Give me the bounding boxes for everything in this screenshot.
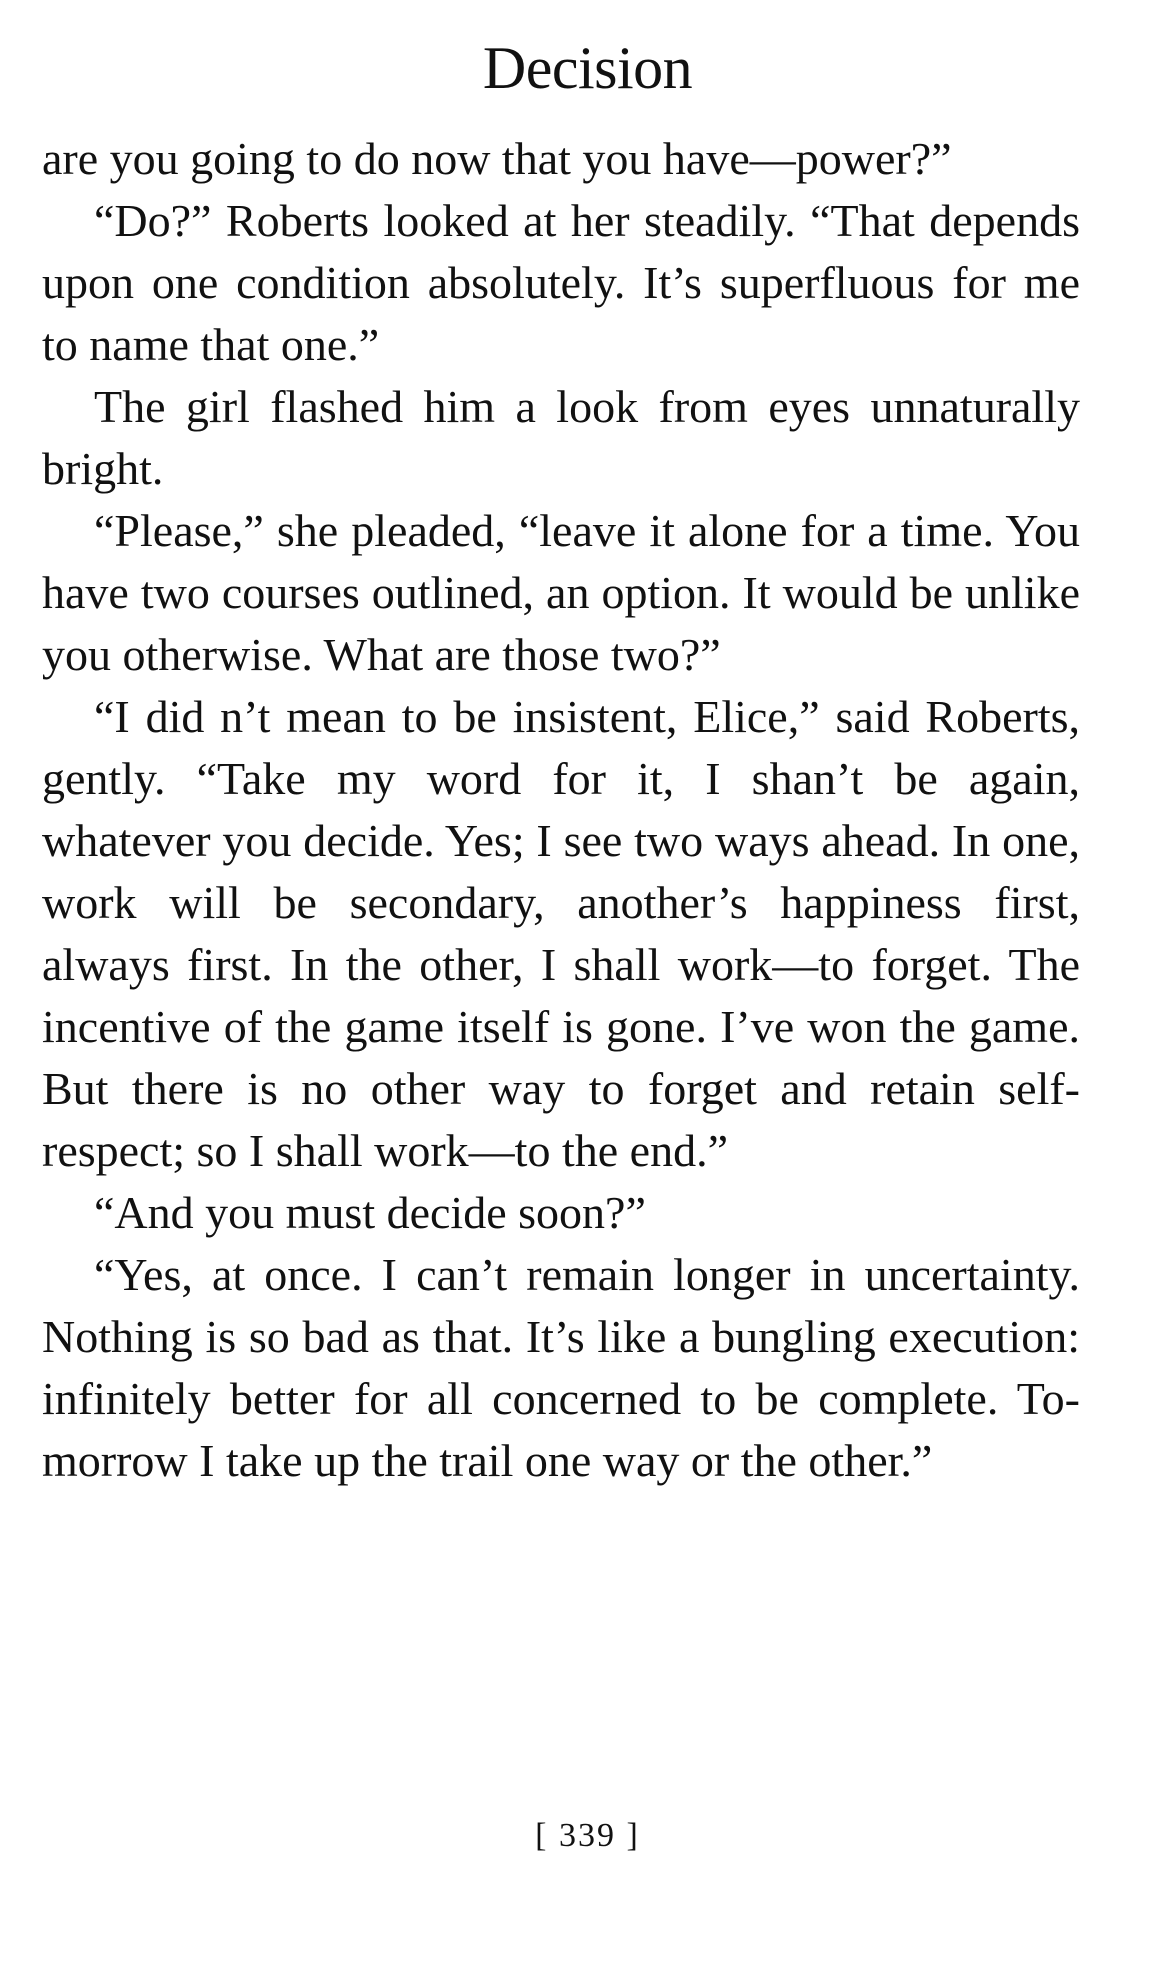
paragraph: “Do?” Roberts looked at her steadily. “That depends upon one condition absolutely. It’s superfluous for me to name that one.” bbox=[42, 195, 1080, 370]
page-number: [ 339 ] bbox=[535, 1817, 640, 1854]
paragraph: The girl flashed him a look from eyes unnaturally bright. bbox=[42, 381, 1080, 494]
paragraph: “I did n’t mean to be insistent, Elice,” said Roberts, gently. “Take my word for it, I shan’t be again, whatever you decide. Yes; I see two ways ahead. In one, work will be secondary, another’s happiness first, always first. In the other, I shall work—to forget. The incentive of the game itself is gone. I’ve won the game. But there is no other way to forget and retain self-respect; so I shall work—to the end.” bbox=[42, 691, 1080, 1176]
paragraph: “Please,” she pleaded, “leave it alone for a time. You have two courses outlined, an option. It would be unlike you otherwise. What are those two?” bbox=[42, 505, 1080, 680]
running-head: Decision bbox=[482, 35, 693, 101]
paragraph: “Yes, at once. I can’t remain longer in uncertainty. Nothing is so bad as that. It’s like a bungling execution: infinitely better for all concerned to be complete. To-morrow I take up the trail one way or the other.” bbox=[42, 1249, 1080, 1486]
body-text bbox=[42, 128, 1080, 1492]
paragraph: “And you must decide soon?” bbox=[94, 1187, 646, 1238]
paragraph-continued: are you going to do now that you have—power?” bbox=[42, 133, 952, 184]
